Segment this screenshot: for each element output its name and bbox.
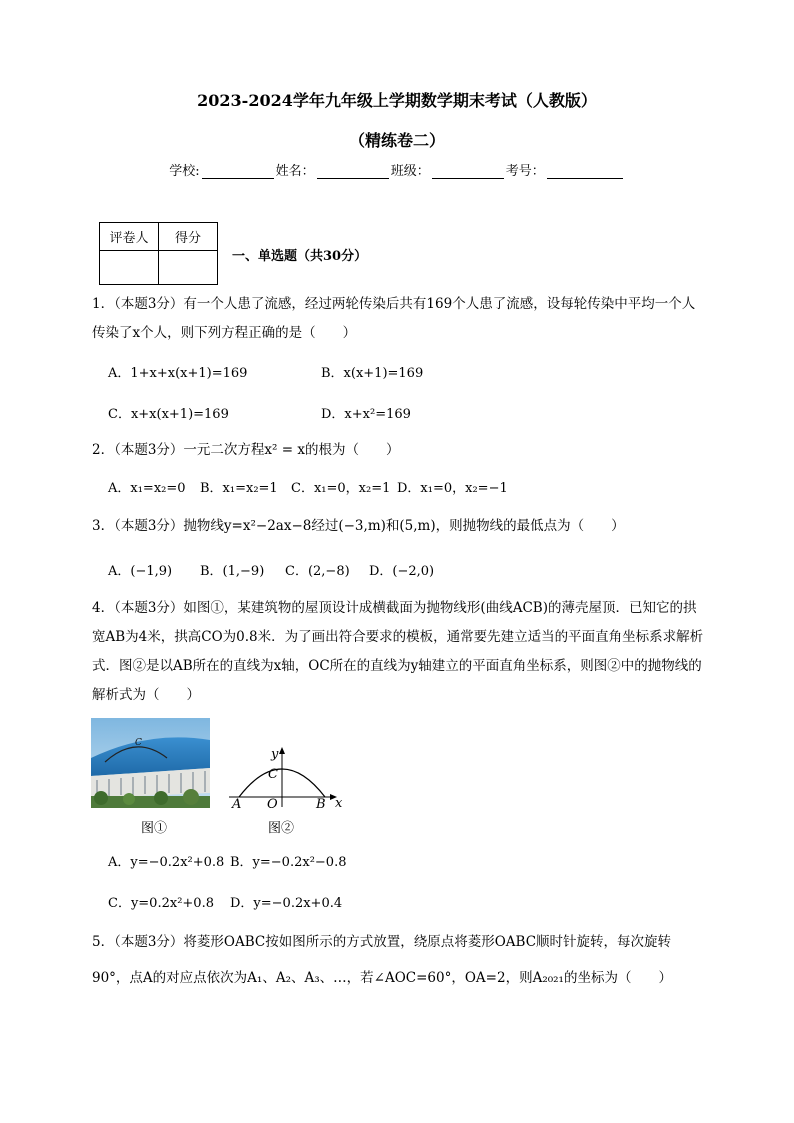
name-label: 姓名： [275,164,315,179]
point-o-label: O [267,797,278,810]
q2-option-b[interactable]: B．x₁=x₂=1 [200,481,278,496]
question-5-stem: 5．（本题3分）将菱形OABC按如图所示的方式放置，绕原点将菱形OABC顺时针旋转，每次旋转90°，点A的对应点依次为A₁、A₂、A₃、…，若∠AOC=60°，OA=2，则A₂₀₂₁的坐标为（ ） [92,934,672,986]
class-blank[interactable] [432,164,504,179]
figure-2-caption: 图② [268,821,295,836]
score-header: 得分 [159,223,218,251]
q4-option-a[interactable]: A．y=−0.2x²+0.8 [108,855,225,870]
exam-subtitle: （精练卷二） [348,131,445,150]
question-4-stem: 4．（本题3分）如图①，某建筑物的屋顶设计成横截面为抛物线形(曲线ACB)的薄壳屋顶．已知它的拱宽AB为4米，拱高CO为0.8米．为了画出符合要求的模板，通常要先建立适当的平面直角坐标系求解析式．图②是以AB所在的直线为x轴，OC所在的直线为y轴建立的平面直角坐标系，则图②中的抛物线的解析式为（ ） [92,600,704,703]
point-c-label: C [268,767,278,782]
school-label: 学校: [169,164,200,179]
q2-option-c[interactable]: C．x₁=0，x₂=1 [291,481,391,496]
q1-option-c[interactable]: C．x+x(x+1)=169 [108,407,229,422]
question-3-stem: 3．（本题3分）抛物线y=x²−2ax−8经过(−3,m)和(5,m)，则抛物线的最低点为（ ） [92,518,625,534]
q1-option-a[interactable]: A．1+x+x(x+1)=169 [108,366,248,381]
q2-option-a[interactable]: A．x₁=x₂=0 [108,481,186,496]
name-blank[interactable] [317,164,389,179]
score-cell[interactable] [159,251,218,285]
score-table [99,222,218,285]
q4-option-c[interactable]: C．y=0.2x²+0.8 [108,896,214,911]
q3-option-b[interactable]: B．(1,−9) [200,564,265,579]
q3-option-a[interactable]: A．(−1,9) [108,564,173,579]
grader-cell[interactable] [100,251,159,285]
question-1-stem: 1．（本题3分）有一个人患了流感，经过两轮传染后共有169个人患了流感，设每轮传染中平均一个人传染了x个人，则下列方程正确的是（ ） [92,296,696,341]
q2-option-d[interactable]: D．x₁=0，x₂=−1 [397,481,508,496]
exam-title: 2023-2024学年九年级上学期数学期末考试（人教版） [197,91,597,110]
grader-header: 评卷人 [100,223,159,251]
figure-1-caption: 图① [141,821,168,836]
exam-no-label: 考号： [505,164,545,179]
point-b-label: B [316,797,326,810]
q4-option-b[interactable]: B．y=−0.2x²−0.8 [230,855,347,870]
student-info-line [0,160,794,179]
figure-1-label-c: C [135,738,142,748]
section-title: 一、单选题（共30分） [232,249,368,264]
q4-option-d[interactable]: D．y=−0.2x+0.4 [230,896,343,911]
point-a-label: A [232,797,242,810]
exam-no-blank[interactable] [547,164,623,179]
figure-2-parabola-diagram [225,745,350,810]
class-label: 班级： [390,164,430,179]
question-2-stem: 2．（本题3分）一元二次方程x² = x的根为（ ） [92,442,400,458]
figure-1-building-photo [91,718,210,808]
q1-option-b[interactable]: B．x(x+1)=169 [321,366,424,381]
q3-option-c[interactable]: C．(2,−8) [285,564,350,579]
school-blank[interactable] [202,164,274,179]
q1-option-d[interactable]: D．x+x²=169 [321,407,411,422]
q3-option-d[interactable]: D．(−2,0) [369,564,435,579]
axis-x-label: x [335,796,343,810]
axis-y-label: y [271,747,279,762]
